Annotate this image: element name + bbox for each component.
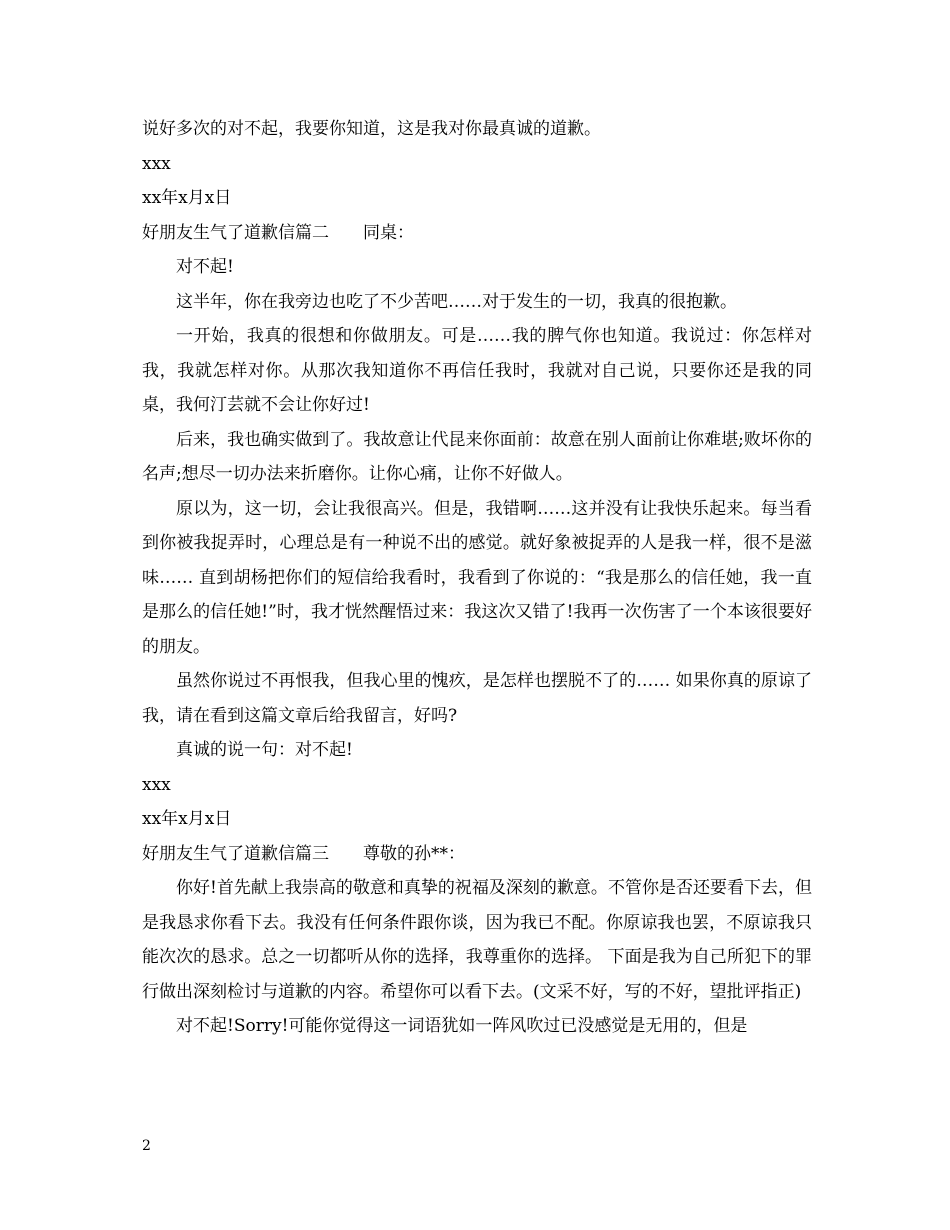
paragraph: 一开始，我真的很想和你做朋友。可是……我的脾气你也知道。我说过：你怎样对我，我就怎样对你。从那次我知道你不再信任我时，我就对自己说，只要你还是我的同桌，我何汀芸就不会让你好过!	[142, 326, 812, 415]
signature-date: xx年x月x日	[142, 188, 232, 208]
signature-name: xxx	[142, 153, 171, 174]
page-number: 2	[142, 1138, 151, 1154]
paragraph: 说好多次的对不起，我要你知道，这是我对你最真诚的道歉。	[142, 119, 601, 139]
paragraph: 原以为，这一切，会让我很高兴。但是，我错啊……这并没有让我快乐起来。每当看到你被我捉弄时，心理总是有一种说不出的感觉。就好象被捉弄的人是我一样，很不是滋味…… 直到胡杨把你们的短信给我看时，我看到了你说的：“我是那么的信任她，我一直是那么的信任她!”时，我才恍然醒悟过来：我这次又错了!我再一次伤害了一个本该很要好的朋友。	[142, 498, 812, 657]
paragraph: 你好!首先献上我崇高的敬意和真挚的祝福及深刻的歉意。不管你是否还要看下去，但是我恳求你看下去。我没有任何条件跟你谈，因为我已不配。你原谅我也罢，不原谅我只能次次的恳求。总之一切都听从你的选择，我尊重你的选择。 下面是我为自己所犯下的罪行做出深刻检讨与道歉的内容。希望你可以看下去。(文采不好，写的不好，望批评指正)	[142, 878, 812, 1002]
paragraph: 对不起!	[176, 257, 234, 277]
section-title: 好朋友生气了道歉信篇三 尊敬的孙**：	[142, 843, 465, 864]
paragraph: 这半年，你在我旁边也吃了不少苦吧……对于发生的一切，我真的很抱歉。	[176, 291, 737, 312]
signature-date: xx年x月x日	[142, 809, 232, 829]
section-title: 好朋友生气了道歉信篇二 同桌：	[142, 222, 414, 243]
signature-name: xxx	[142, 774, 171, 795]
document-body	[142, 112, 812, 1044]
paragraph: 虽然你说过不再恨我，但我心里的愧疚，是怎样也摆脱不了的…… 如果你真的原谅了我，请在看到这篇文章后给我留言，好吗?	[142, 671, 812, 726]
paragraph: 对不起!Sorry!可能你觉得这一词语犹如一阵风吹过已没感觉是无用的，但是	[176, 1016, 748, 1036]
paragraph: 后来，我也确实做到了。我故意让代昆来你面前：故意在别人面前让你难堪;败坏你的名声;想尽一切办法来折磨你。让你心痛，让你不好做人。	[142, 429, 812, 484]
paragraph: 真诚的说一句：对不起!	[176, 740, 353, 760]
